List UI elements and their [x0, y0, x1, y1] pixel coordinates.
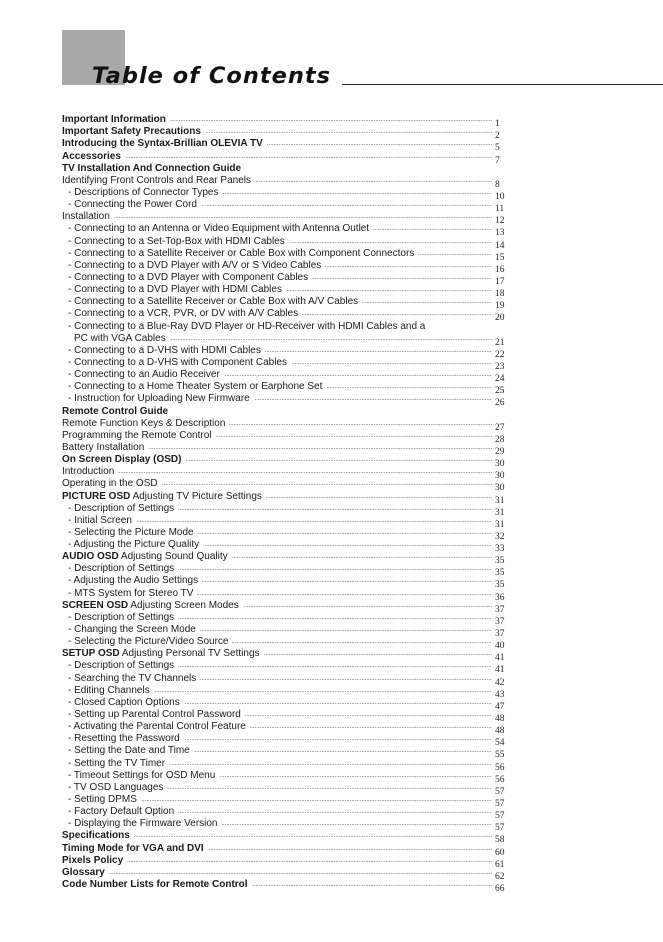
toc-entry[interactable] [62, 138, 511, 154]
toc-entry-text [68, 199, 492, 211]
toc-entry-section-desc: Adjusting Sound Quality [118, 551, 228, 563]
page-title: Table of Contents [92, 63, 332, 89]
toc-entry-label: - Closed Caption Options [68, 697, 184, 708]
toc-entry[interactable] [62, 490, 511, 506]
toc-entry-section-name: SETUP OSD [62, 648, 120, 660]
toc-entry-text [62, 600, 492, 612]
toc-entry[interactable] [62, 794, 511, 810]
toc-entry[interactable] [62, 866, 511, 882]
toc-entry-label: - Activating the Parental Control Feature [68, 721, 250, 732]
toc-entry[interactable] [62, 429, 511, 445]
toc-entry[interactable] [62, 174, 511, 190]
toc-entry-text [68, 515, 492, 527]
toc-entry-label: Important Safety Precautions [62, 126, 205, 137]
toc-entry-label: - Initial Screen [68, 515, 136, 526]
toc-entry-label [62, 491, 266, 502]
toc-entry[interactable] [62, 781, 511, 797]
toc-entry-label: PC with VGA Cables [74, 333, 170, 344]
toc-entry-label: Code Number Lists for Remote Control [62, 879, 252, 890]
toc-page-number: 35 [495, 556, 505, 567]
toc-entry-text [68, 296, 492, 308]
toc-entry[interactable] [62, 163, 511, 175]
toc-entry[interactable] [62, 150, 511, 166]
toc-entry-label: On Screen Display (OSD) [62, 454, 185, 465]
toc-entry-text [68, 624, 492, 636]
toc-entry-label: - Connecting to a VCR, PVR, or DV with A/V Cables [68, 308, 302, 319]
toc-page-number: 24 [495, 374, 505, 385]
toc-entry-label: Identifying Front Controls and Rear Panels [62, 175, 255, 186]
toc-entry-label: - Setting the Date and Time [68, 745, 194, 756]
toc-entry[interactable] [62, 417, 511, 433]
toc-entry[interactable] [62, 344, 511, 360]
toc-entry[interactable] [62, 393, 511, 409]
toc-entry-label [62, 648, 264, 659]
toc-entry[interactable] [62, 308, 511, 324]
toc-entry[interactable] [62, 599, 511, 615]
toc-entry-section-name: PICTURE OSD [62, 490, 131, 502]
toc-entry-section-desc: Adjusting Screen Modes [128, 599, 239, 611]
toc-page-number: 57 [495, 823, 505, 834]
toc-entry-text [62, 211, 492, 223]
toc-entry[interactable] [62, 211, 511, 227]
toc-entry[interactable] [62, 296, 511, 312]
toc-entry[interactable] [62, 551, 511, 567]
toc-entry-label [62, 551, 232, 562]
toc-entry[interactable] [62, 745, 511, 761]
toc-page-number: 30 [495, 471, 505, 482]
toc-entry-label: Glossary [62, 867, 109, 878]
toc-page-number: 26 [495, 398, 505, 409]
toc-page-number: 31 [495, 495, 505, 506]
toc-entry-label: - Setting up Parental Control Password [68, 709, 245, 720]
toc-page-number: 54 [495, 738, 505, 749]
toc-entry-label: - TV OSD Languages [68, 782, 167, 793]
toc-page-number: 22 [495, 349, 505, 360]
toc-entry[interactable] [62, 636, 511, 652]
toc-entry-label: - Selecting the Picture Mode [68, 527, 198, 538]
toc-page-number: 23 [495, 361, 505, 372]
toc-entry[interactable] [62, 539, 511, 555]
toc-entry-text [68, 685, 492, 697]
toc-entry-text [62, 163, 492, 175]
toc-entry[interactable] [62, 648, 511, 664]
toc-entry[interactable] [62, 405, 511, 417]
toc-entry-text [62, 879, 492, 891]
toc-entry-text [62, 114, 492, 126]
toc-entry-text [68, 794, 492, 806]
toc-entry[interactable] [62, 454, 511, 470]
toc-entry-label: - Descriptions of Connector Types [68, 187, 222, 198]
toc-entry-text [68, 758, 492, 770]
toc-entry[interactable] [62, 709, 511, 725]
toc-entry-label: - Description of Settings [68, 660, 178, 671]
toc-entry-text [68, 527, 492, 539]
toc-page-number: 47 [495, 701, 505, 712]
toc-page-number: 32 [495, 531, 505, 542]
toc-entry-text [68, 187, 492, 199]
toc-page-number: 57 [495, 811, 505, 822]
toc-entry-label: - Resetting the Password [68, 733, 184, 744]
toc-entry[interactable] [62, 563, 511, 579]
toc-page-number: 25 [495, 386, 505, 397]
toc-page-number: 37 [495, 629, 505, 640]
toc-entry-label: - Connecting to a Satellite Receiver or Cable Box with Component Connectors [68, 248, 418, 259]
toc-entry[interactable] [62, 733, 511, 749]
toc-entry-text [68, 770, 492, 782]
toc-page-number: 56 [495, 762, 505, 773]
toc-entry-label: Important Information [62, 114, 170, 125]
toc-page-number: 20 [495, 313, 505, 324]
toc-entry[interactable] [62, 757, 511, 773]
toc-entry[interactable] [62, 235, 511, 251]
toc-page-number: 57 [495, 786, 505, 797]
toc-page-number: 11 [495, 204, 505, 215]
toc-entry[interactable] [62, 696, 511, 712]
toc-entry-label: - Changing the Screen Mode [68, 624, 200, 635]
toc-entry-text [68, 236, 492, 248]
toc-entry-label [62, 600, 243, 611]
toc-entry[interactable] [62, 587, 511, 603]
toc-entry-label: - Description of Settings [68, 612, 178, 623]
toc-entry-text [68, 357, 492, 369]
toc-entry[interactable] [62, 186, 511, 202]
toc-entry-text [62, 830, 492, 842]
toc-entry-text [68, 575, 492, 587]
toc-entry-label: Remote Control Guide [62, 406, 172, 417]
toc-entry-text [68, 636, 492, 648]
toc-entry-label: Installation [62, 211, 114, 222]
toc-entry[interactable] [62, 114, 511, 130]
toc-entry-label: - Adjusting the Picture Quality [68, 539, 203, 550]
toc-page-number: 60 [495, 847, 505, 858]
toc-entry[interactable] [62, 466, 511, 482]
toc-entry-label: Timing Mode for VGA and DVI [62, 843, 208, 854]
toc-entry-section-desc: Adjusting TV Picture Settings [130, 490, 262, 502]
toc-entry[interactable] [62, 381, 511, 397]
toc-page-number: 18 [495, 289, 505, 300]
toc-entry-text [68, 248, 492, 260]
toc-entry[interactable] [62, 332, 511, 348]
toc-entry-label: - Connecting to an Antenna or Video Equipment with Antenna Outlet [68, 223, 373, 234]
toc-entry-label: - Connecting to a Set-Top-Box with HDMI Cables [68, 236, 289, 247]
toc-page-number: 62 [495, 871, 505, 882]
toc-entry-text [68, 660, 492, 672]
toc-entry-label: - Timeout Settings for OSD Menu [68, 770, 219, 781]
toc-entry[interactable] [62, 854, 511, 870]
toc-page-number: 37 [495, 616, 505, 627]
toc-page-number: 57 [495, 799, 505, 810]
toc-entry[interactable] [62, 356, 511, 372]
toc-page-number: 36 [495, 592, 505, 603]
toc-page-number: 12 [495, 216, 505, 227]
toc-entry[interactable] [62, 672, 511, 688]
toc-entry[interactable] [62, 684, 511, 700]
toc-page-number: 31 [495, 507, 505, 518]
toc-page-number: 14 [495, 240, 505, 251]
toc-entry-label: - Displaying the Firmware Version [68, 818, 222, 829]
toc-page-number: 37 [495, 604, 505, 615]
toc-page-number: 31 [495, 519, 505, 530]
toc-entry-label: - Connecting to a Blue-Ray DVD Player or HD-Receiver with HDMI Cables and a [68, 321, 429, 332]
toc-entry-text [68, 260, 492, 272]
toc-entry-text [62, 551, 492, 563]
toc-entry-label: - Connecting to a D-VHS with HDMI Cables [68, 345, 265, 356]
toc-entry-text [62, 126, 492, 138]
toc-entry-text [62, 648, 492, 660]
toc-page-number: 28 [495, 434, 505, 445]
toc-entry-text [68, 733, 492, 745]
toc-page-number: 21 [495, 337, 505, 348]
toc-entry-text [62, 478, 492, 490]
toc-entry-label: - Description of Settings [68, 563, 178, 574]
toc-entry-text [68, 782, 492, 794]
toc-entry-text [68, 308, 492, 320]
toc-page-number: 30 [495, 483, 505, 494]
toc-entry-text [68, 284, 492, 296]
toc-entry-label: - MTS System for Stereo TV [68, 588, 197, 599]
toc-entry-text [68, 272, 492, 284]
toc-entry-text [62, 454, 492, 466]
toc-page-number: 66 [495, 884, 505, 894]
toc-page-number: 17 [495, 276, 505, 287]
toc-list [62, 114, 511, 894]
toc-entry-text [68, 818, 492, 830]
toc-page-number: 41 [495, 653, 505, 664]
toc-entry-label: - Searching the TV Channels [68, 673, 200, 684]
toc-entry[interactable] [62, 126, 511, 142]
toc-entry-text [68, 721, 492, 733]
toc-entry-text [68, 563, 492, 575]
toc-entry-text [68, 709, 492, 721]
toc-entry-text [68, 223, 492, 235]
toc-entry-label: - Description of Settings [68, 503, 178, 514]
toc-entry-text [68, 697, 492, 709]
toc-entry-label: Pixels Policy [62, 855, 127, 866]
toc-entry-text [68, 588, 492, 600]
toc-page-number: 19 [495, 301, 505, 312]
toc-entry-text [68, 321, 492, 333]
toc-page-number: 33 [495, 544, 505, 555]
toc-entry[interactable] [62, 624, 511, 640]
toc-entry-text [74, 333, 492, 345]
toc-entry-text [62, 466, 492, 478]
toc-entry-label: - Connecting to a Home Theater System or Earphone Set [68, 381, 326, 392]
toc-entry-text [62, 175, 492, 187]
toc-entry[interactable] [62, 806, 511, 822]
toc-page-number: 16 [495, 264, 505, 275]
toc-entry-text [62, 491, 492, 503]
toc-page-number: 13 [495, 228, 505, 239]
toc-entry-text [62, 418, 492, 430]
toc-entry-text [62, 138, 492, 150]
toc-entry-label: Introduction [62, 466, 118, 477]
toc-entry-text [68, 345, 492, 357]
toc-entry[interactable] [62, 660, 511, 676]
toc-entry[interactable] [62, 259, 511, 275]
toc-entry-text [68, 503, 492, 515]
toc-page-number: 7 [495, 155, 500, 166]
toc-page-number: 58 [495, 835, 505, 846]
toc-page-number: 30 [495, 459, 505, 470]
toc-entry-label: - Connecting the Power Cord [68, 199, 201, 210]
toc-entry-label: Remote Function Keys & Description [62, 418, 229, 429]
toc-entry[interactable] [62, 721, 511, 737]
toc-entry-text [62, 430, 492, 442]
toc-entry-text [68, 539, 492, 551]
toc-entry-label: - Selecting the Picture/Video Source [68, 636, 232, 647]
toc-entry[interactable] [62, 478, 511, 494]
toc-entry[interactable] [62, 284, 511, 300]
toc-entry[interactable] [62, 818, 511, 834]
toc-page-number: 5 [495, 143, 500, 154]
toc-entry[interactable] [62, 769, 511, 785]
toc-entry[interactable] [62, 830, 511, 846]
toc-entry-label: Accessories [62, 151, 125, 162]
toc-entry[interactable] [62, 369, 511, 385]
toc-page-number: 55 [495, 750, 505, 761]
toc-entry-text [68, 673, 492, 685]
toc-entry-label: - Connecting to an Audio Receiver [68, 369, 224, 380]
toc-entry-label: - Connecting to a DVD Player with Component Cables [68, 272, 312, 283]
toc-entry-label: - Editing Channels [68, 685, 154, 696]
toc-entry-label: - Setting the TV Timer [68, 758, 169, 769]
toc-entry[interactable] [62, 320, 511, 332]
toc-entry-section-name: AUDIO OSD [62, 551, 119, 563]
toc-entry-text [68, 745, 492, 757]
toc-page-number: 48 [495, 714, 505, 725]
title-underline [342, 84, 663, 85]
toc-entry[interactable] [62, 199, 511, 215]
toc-page-number: 15 [495, 252, 505, 263]
toc-entry-text [62, 867, 492, 879]
toc-entry-text [68, 806, 492, 818]
toc-page-number: 40 [495, 641, 505, 652]
toc-entry-label: Specifications [62, 830, 134, 841]
toc-entry-label: - Connecting to a DVD Player with A/V or S Video Cables [68, 260, 325, 271]
toc-page-number: 10 [495, 191, 505, 202]
toc-entry[interactable] [62, 514, 511, 530]
toc-entry[interactable] [62, 502, 511, 518]
toc-page-number: 41 [495, 665, 505, 676]
toc-entry-label: - Setting DPMS [68, 794, 141, 805]
toc-entry-text [68, 393, 492, 405]
toc-entry-section-desc: Adjusting Personal TV Settings [119, 648, 260, 660]
toc-entry-text [62, 855, 492, 867]
toc-page-number: 56 [495, 774, 505, 785]
toc-entry-text [68, 369, 492, 381]
toc-page-number: 29 [495, 446, 505, 457]
toc-entry[interactable] [62, 247, 511, 263]
toc-entry[interactable] [62, 842, 511, 858]
toc-entry-text [62, 151, 492, 163]
toc-page-number: 61 [495, 859, 505, 870]
toc-entry[interactable] [62, 441, 511, 457]
toc-page-number: 8 [495, 179, 500, 190]
toc-page-number: 35 [495, 568, 505, 579]
toc-page-number: 48 [495, 726, 505, 737]
toc-entry-label: - Connecting to a D-VHS with Component Cables [68, 357, 291, 368]
toc-page-number: 42 [495, 677, 505, 688]
toc-page-number: 2 [495, 131, 500, 142]
toc-entry-text [68, 381, 492, 393]
toc-entry-label: TV Installation And Connection Guide [62, 163, 245, 174]
toc-entry[interactable] [62, 879, 511, 894]
toc-entry-text [62, 843, 492, 855]
toc-entry-text [62, 442, 492, 454]
toc-entry-text [68, 612, 492, 624]
toc-entry-label: Programming the Remote Control [62, 430, 216, 441]
toc-entry-label: Battery Installation [62, 442, 148, 453]
toc-entry-label: Introducing the Syntax-Brillian OLEVIA TV [62, 138, 267, 149]
toc-page-number: 27 [495, 422, 505, 433]
toc-entry-label: Operating in the OSD [62, 478, 162, 489]
toc-entry-label: - Adjusting the Audio Settings [68, 575, 202, 586]
toc-entry-label: - Factory Default Option [68, 806, 178, 817]
toc-entry[interactable] [62, 575, 511, 591]
toc-page-number: 35 [495, 580, 505, 591]
toc-entry[interactable] [62, 223, 511, 239]
toc-entry[interactable] [62, 611, 511, 627]
toc-entry-text [62, 406, 492, 418]
toc-entry-section-name: SCREEN OSD [62, 599, 129, 611]
toc-page-number: 1 [495, 119, 500, 130]
toc-entry[interactable] [62, 271, 511, 287]
toc-entry-label: - Connecting to a Satellite Receiver or Cable Box with A/V Cables [68, 296, 362, 307]
toc-page-number: 43 [495, 689, 505, 700]
toc-entry-label: - Connecting to a DVD Player with HDMI Cables [68, 284, 286, 295]
toc-entry-label: - Instruction for Uploading New Firmware [68, 393, 254, 404]
toc-entry[interactable] [62, 526, 511, 542]
